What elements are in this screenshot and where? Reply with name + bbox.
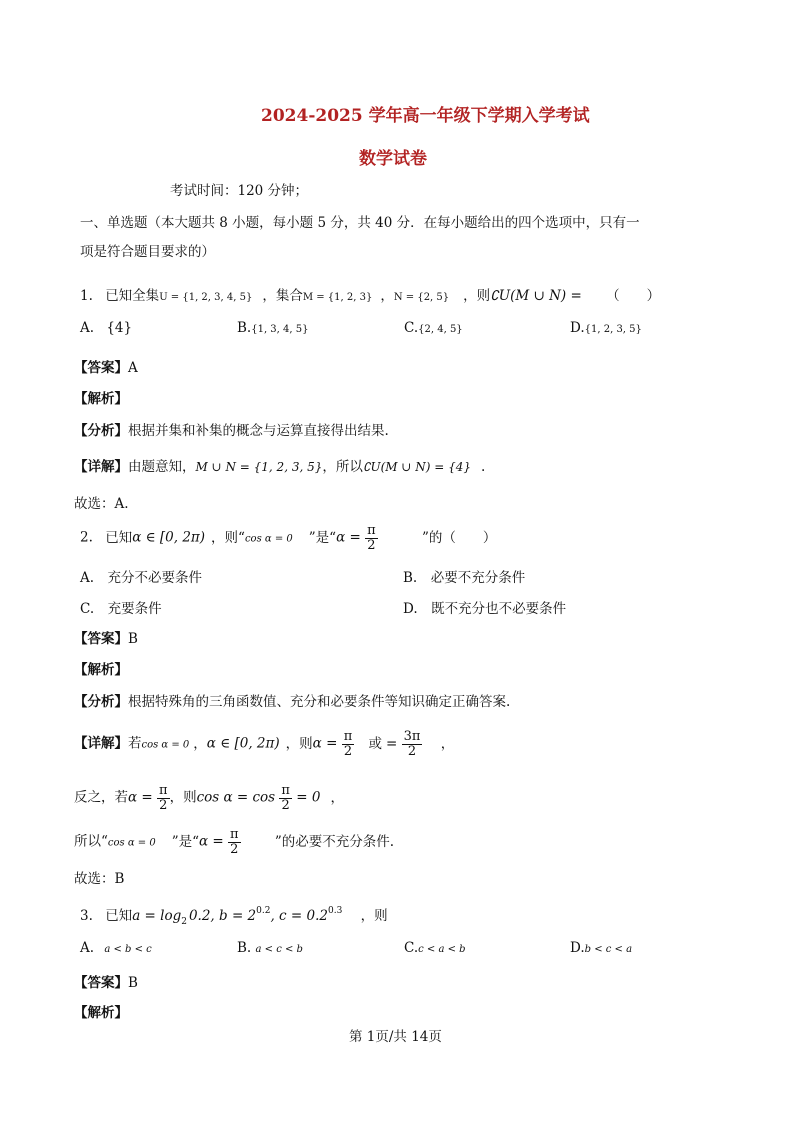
question-number: 1. xyxy=(80,288,93,304)
page-footer: 第 1页/共 14页 xyxy=(349,1029,442,1045)
option-c: C. 充要条件 xyxy=(80,601,162,617)
answer-line: 【答案】B xyxy=(74,975,138,991)
detail-line: 【详解】由题意知，M ∪ N = {1, 2, 3, 5}，所以∁U(M ∪ N) = {4} . xyxy=(74,459,486,475)
question-text: ，则 xyxy=(463,288,491,304)
document-subtitle: 数学试卷 xyxy=(359,149,427,169)
fenxi-line: 【分析】根据特殊角的三角函数值、充分和必要条件等知识确定正确答案. xyxy=(74,694,511,710)
analysis-label: 【解析】 xyxy=(74,662,128,678)
fenxi-line: 【分析】根据并集和补集的概念与运算直接得出结果. xyxy=(74,423,389,439)
choose-line: 故选：B xyxy=(74,871,125,887)
analysis-label: 【解析】 xyxy=(74,391,128,407)
option-a: A. a < b < c xyxy=(80,940,152,956)
option-b: B. a < c < b xyxy=(237,940,303,956)
question-3-stem: 3. 已知$a = \log_2 0.2$, $b = 2^{0.2}$, $c = 0.2^{0.3}$ ，则 xyxy=(80,906,388,927)
question-2-stem: 2. 已知α ∈ [0, 2π) ，则“cos α = 0 ”是“α = $\frac{\pi}{2}$ ”的（ ） xyxy=(80,523,497,553)
option-c: C.{2, 4, 5} xyxy=(404,320,463,336)
option-d: D. 既不充分也不必要条件 xyxy=(403,601,567,617)
option-c: C.c < a < b xyxy=(404,940,466,956)
answer-line: 【答案】A xyxy=(74,360,138,376)
set-m: M = {1, 2, 3} xyxy=(302,292,373,303)
exam-time: 考试时间：120 分钟； xyxy=(170,183,309,199)
option-b: B.{1, 3, 4, 5} xyxy=(237,320,309,336)
detail-line: 【详解】若cos α = 0 ，α ∈ [0, 2π) ，则α = $\frac{\pi}{2}$ 或 = $\frac{3\pi}{2}$ ， xyxy=(74,729,455,759)
question-text: 已知全集 xyxy=(105,288,160,304)
section-heading-line2: 项是符合题目要求的） xyxy=(80,244,215,260)
set-n: N = {2, 5} xyxy=(393,292,450,303)
question-1-stem xyxy=(80,284,660,304)
option-a: A. {4} xyxy=(80,320,133,336)
analysis-label: 【解析】 xyxy=(74,1005,128,1021)
option-b: B. 必要不充分条件 xyxy=(403,570,526,586)
choose-line: 故选：A. xyxy=(74,496,129,512)
answer-paren: （ ） xyxy=(606,288,661,304)
detail-line-2: 反之，若α = $\frac{\pi}{2}$ ，则cos α = cos $\frac{\pi}{2}$ = 0 ， xyxy=(74,783,344,813)
option-a: A. 充分不必要条件 xyxy=(80,570,203,586)
universal-set: U = {1, 2, 3, 4, 5} xyxy=(159,292,253,303)
complement-expression: ∁U(M ∪ N) = xyxy=(490,288,582,304)
option-d: D.b < c < a xyxy=(570,940,633,956)
section-heading-line1: 一、单选题（本大题共 8 小题，每小题 5 分，共 40 分．在每小题给出的四个选项中，只有一 xyxy=(80,215,640,231)
answer-line: 【答案】B xyxy=(74,631,138,647)
detail-line-3: 所以“cos α = 0 ”是“α = $\frac{\pi}{2}$ ”的必要不充分条件. xyxy=(74,827,395,857)
document-title: 2024-2025 学年高一年级下学期入学考试 xyxy=(261,106,590,126)
option-d: D.{1, 2, 3, 5} xyxy=(570,320,642,336)
question-text: ，集合 xyxy=(262,288,303,304)
question-text: ， xyxy=(380,288,394,304)
